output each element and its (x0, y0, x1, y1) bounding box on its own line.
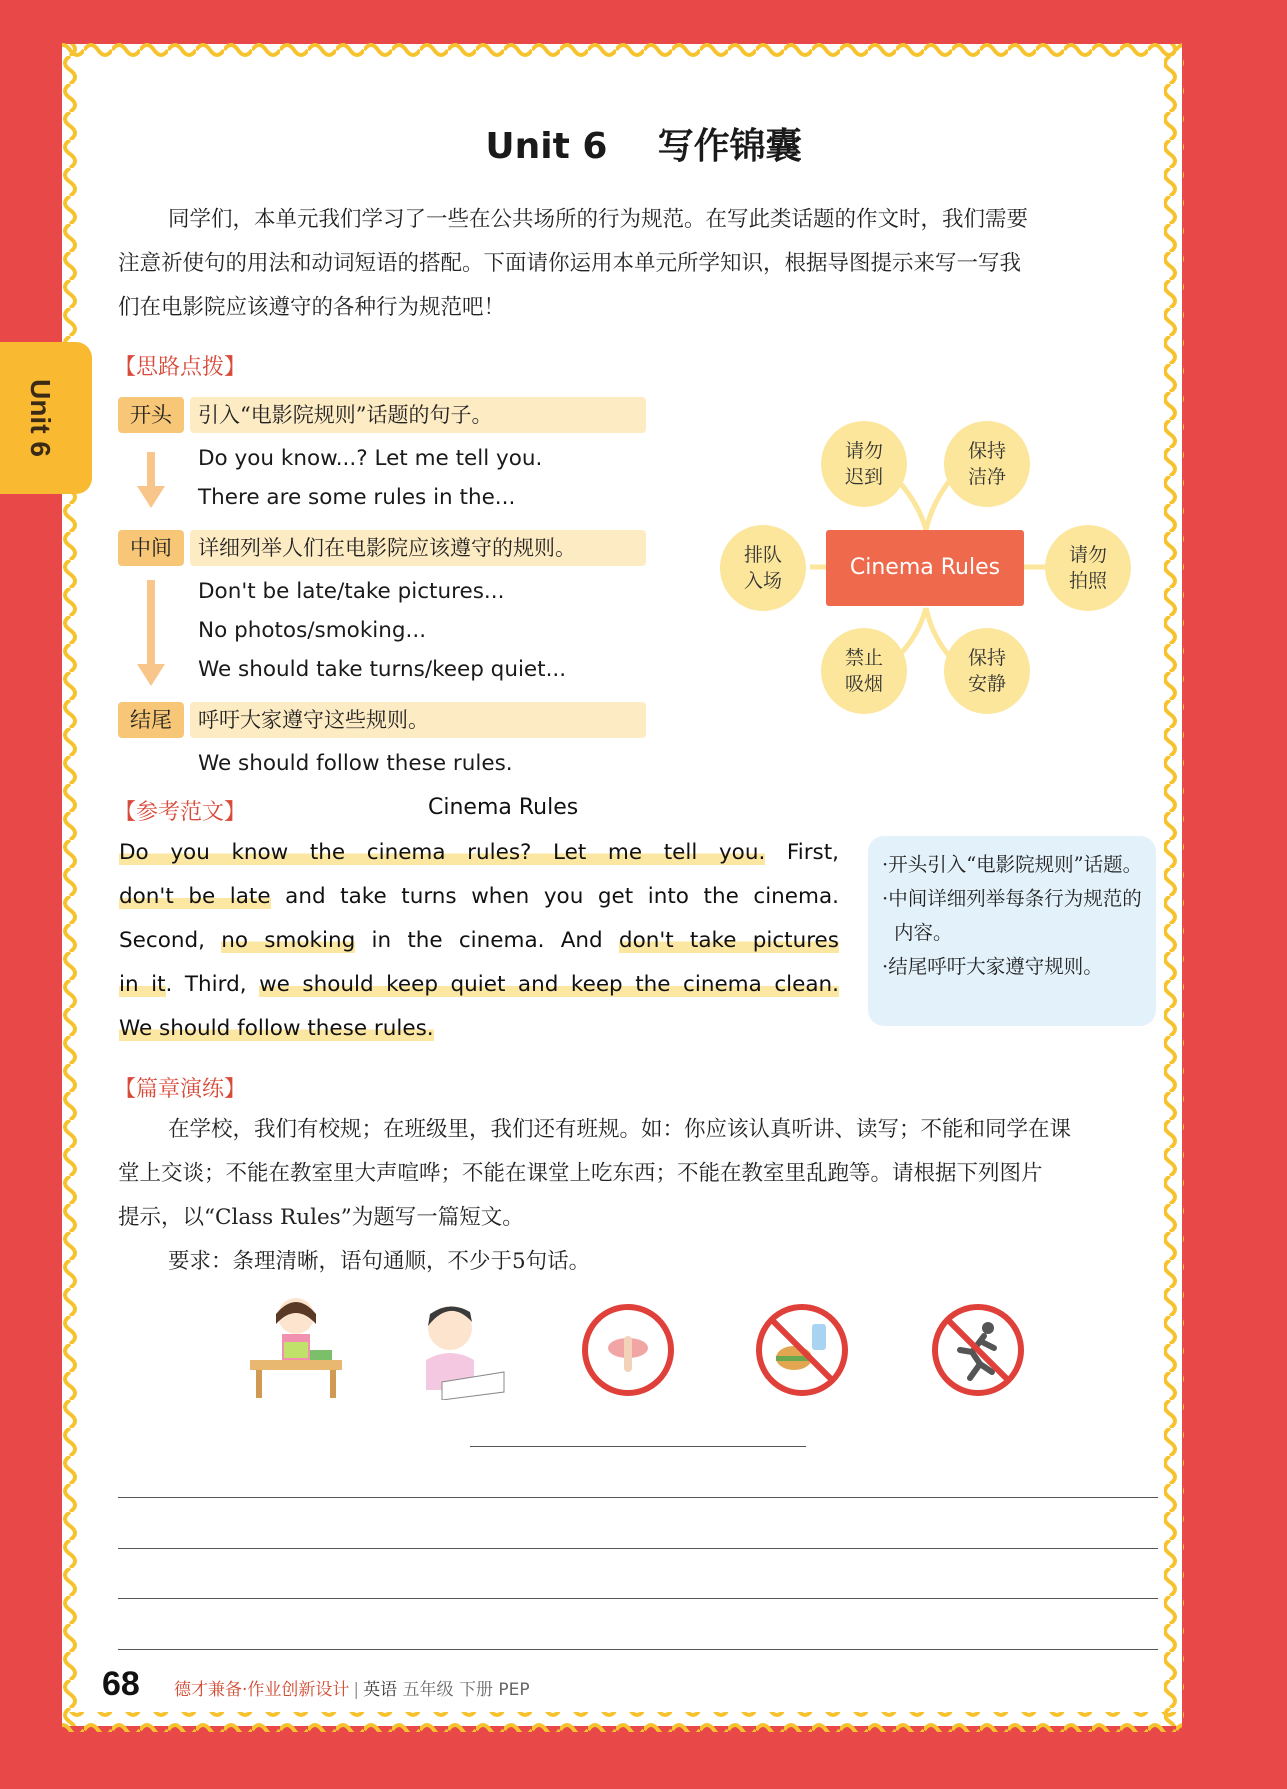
arrow-shaft (147, 580, 155, 666)
essay-text: and take turns when you get into the cinema. (270, 884, 839, 909)
outline-line: There are some rules in the... (198, 485, 516, 510)
tip-item: ·结尾呼吁大家遵守规则。 (882, 955, 1103, 978)
page-number: 68 (102, 1665, 140, 1703)
footer-grade: 五年级 (402, 1680, 454, 1700)
outline-tag-ending: 结尾 (118, 702, 184, 738)
footer-term: 下册 (458, 1680, 493, 1700)
footer-brand: 德才兼备·作业创新设计 (174, 1680, 350, 1700)
footer-info: 德才兼备·作业创新设计 | 英语 五年级 下册 PEP (174, 1680, 530, 1700)
answer-line[interactable] (118, 1548, 1158, 1549)
essay-line (119, 875, 839, 919)
essay-highlight: in it (119, 972, 166, 997)
arrow-down-icon (137, 664, 165, 686)
footer-subject: 英语 (363, 1680, 398, 1700)
section-thinking: 【思路点拨】 (114, 355, 247, 380)
section-model: 【参考范文】 (114, 800, 247, 825)
intro-paragraph (118, 198, 1163, 330)
title-unit: Unit 6 (485, 126, 608, 167)
mindmap-node: 保持安静 (944, 628, 1030, 714)
writing-boy-illustration (412, 1300, 508, 1400)
essay-line (119, 1007, 839, 1051)
essay-highlight: don't take pictures (618, 928, 839, 953)
essay-line (119, 831, 839, 875)
practice-paragraph (118, 1108, 1163, 1284)
practice-requirement: 要求：条理清晰，语句通顺，不少于5句话。 (168, 1249, 591, 1274)
essay-highlight: Do you know the cinema rules? Let me tell you. (119, 840, 766, 865)
answer-line[interactable] (118, 1598, 1158, 1599)
mindmap-node: 请勿迟到 (821, 421, 907, 507)
essay-highlight: We should follow these rules. (119, 1016, 434, 1041)
mindmap-center: Cinema Rules (826, 530, 1024, 606)
outline-desc-ending: 呼吁大家遵守这些规则。 (198, 708, 429, 732)
side-unit-label: Unit 6 (25, 379, 56, 457)
practice-line: 提示，以“Class Rules”为题写一篇短文。 (118, 1205, 524, 1230)
essay-text: . Third, (165, 972, 260, 997)
essay-line (119, 963, 839, 1007)
tips-box (868, 836, 1156, 1026)
mindmap-node: 请勿拍照 (1045, 525, 1131, 611)
outline-line: No photos/smoking... (198, 618, 427, 643)
outline-line: Do you know...? Let me tell you. (198, 446, 543, 471)
section-practice: 【篇章演练】 (114, 1077, 247, 1102)
answer-line[interactable] (118, 1497, 1158, 1498)
essay-highlight: no smoking (221, 928, 356, 953)
essay-text: Second, (119, 928, 222, 953)
side-unit-tab (0, 342, 92, 494)
outline-line: Don't be late/take pictures... (198, 579, 505, 604)
practice-line: 在学校，我们有校规；在班级里，我们还有班规。如：你应该认真听讲、读写；不能和同学在课 (168, 1117, 1072, 1142)
intro-line: 们在电影院应该遵守的各种行为规范吧！ (118, 295, 506, 320)
no-talking-sign-icon (580, 1302, 676, 1398)
arrow-shaft (147, 452, 155, 488)
essay-text: in the cinema. And (355, 928, 619, 953)
model-essay (119, 831, 839, 1051)
answer-line[interactable] (118, 1649, 1158, 1650)
footer-edition: PEP (498, 1680, 530, 1700)
tip-item: ·开头引入“电影院规则”话题。 (882, 853, 1143, 876)
outline-line: We should follow these rules. (198, 751, 513, 776)
outline-line: We should take turns/keep quiet... (198, 657, 567, 682)
intro-line: 注意祈使句的用法和动词短语的搭配。下面请你运用本单元所学知识，根据导图提示来写一写我 (118, 251, 1022, 276)
mindmap-node: 禁止吸烟 (821, 628, 907, 714)
title-topic: 写作锦囊 (657, 126, 802, 167)
no-eating-sign-icon (754, 1302, 850, 1398)
no-running-sign-icon (930, 1302, 1026, 1398)
mindmap-node: 排队入场 (720, 525, 806, 611)
tip-item: ·中间详细列举每条行为规范的内容。 (882, 887, 1142, 944)
outline-tag-opening: 开头 (118, 397, 184, 433)
outline-tag-middle: 中间 (118, 530, 184, 566)
essay-highlight: don't be late (119, 884, 271, 909)
arrow-down-icon (137, 486, 165, 508)
title-write-line[interactable] (470, 1446, 806, 1447)
essay-title: Cinema Rules (428, 795, 579, 820)
practice-line: 堂上交谈；不能在教室里大声喧哗；不能在课堂上吃东西；不能在教室里乱跑等。请根据下列图片 (118, 1161, 1043, 1186)
intro-line: 同学们，本单元我们学习了一些在公共场所的行为规范。在写此类话题的作文时，我们需要 (168, 207, 1029, 232)
page-title (0, 118, 1287, 169)
essay-line (119, 919, 839, 963)
outline-desc-middle: 详细列举人们在电影院应该遵守的规则。 (198, 536, 576, 560)
reading-girl-illustration (244, 1290, 348, 1402)
essay-highlight: we should keep quiet and keep the cinema clean. (259, 972, 839, 997)
outline-desc-opening: 引入“电影院规则”话题的句子。 (198, 403, 493, 427)
mindmap-node: 保持洁净 (944, 421, 1030, 507)
essay-text: First, (765, 840, 839, 865)
